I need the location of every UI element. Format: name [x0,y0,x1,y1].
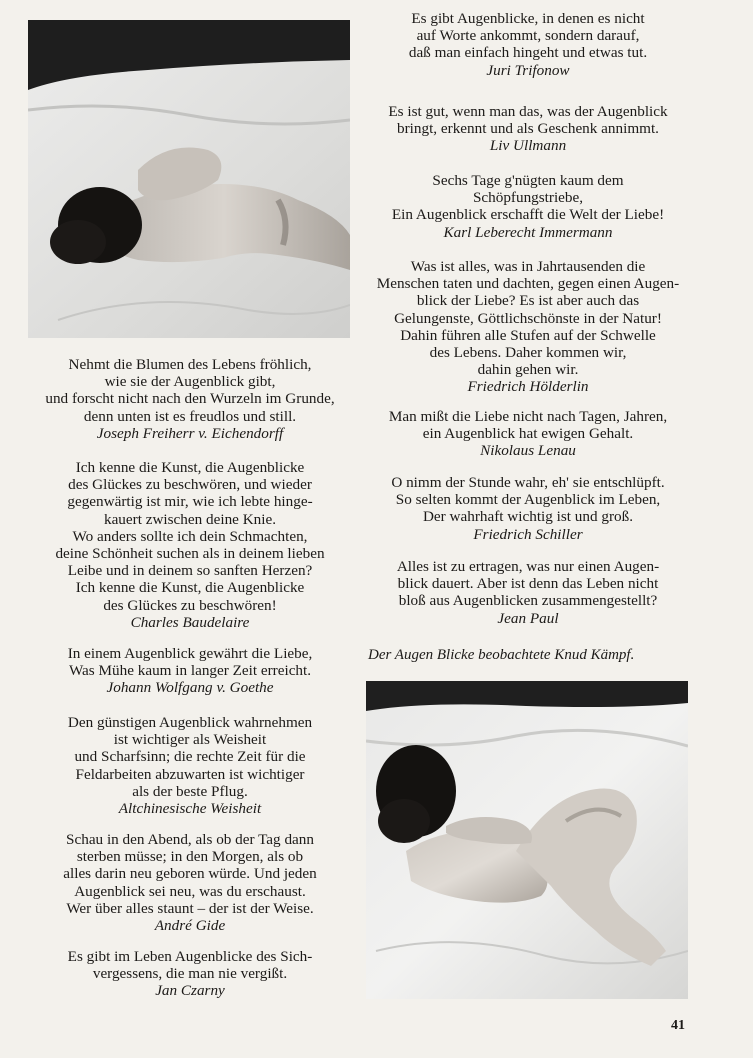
quote-line: bloß aus Augenblicken zusammengestellt? [398,592,658,610]
quote-line: Sechs Tage g'nügten kaum dem [432,172,624,189]
quote-author: Karl Leberecht Immermann [443,223,613,241]
quote-lenau [348,408,708,460]
quote-line: Ich kenne die Kunst, die Augenblicke [75,579,305,597]
quote-line: Was ist alles, was in Jahrtausenden die [410,258,646,275]
quote-line: Ein Augenblick erschafft die Welt der Liebe! [391,206,665,224]
quote-line: Wo anders sollte ich dein Schmachten, [72,527,308,545]
quote-hoelderlin [348,258,708,396]
quote-author: Jan Czarny [155,982,225,1000]
quote-line: Schau in den Abend, als ob der Tag dann [66,831,314,848]
quote-line: Menschen taten und dachten, gegen einen Augen- [376,275,680,293]
quote-trifonow [348,10,708,79]
quote-line: auf Worte ankommt, sondern darauf, [416,27,640,45]
quote-line: dahin gehen wir. [477,361,579,379]
photo-top-left-image [28,20,350,338]
quote-line: des Glückes zu beschwören! [103,596,277,614]
quote-line: Leibe und in deinem so sanften Herzen? [67,562,313,580]
quote-line: O nimm der Stunde wahr, eh' sie entschlüpft. [391,474,665,491]
quote-line: denn unten ist es freudlos und still. [83,407,297,425]
quote-line: blick dauert. Aber ist denn das Leben nicht [397,575,659,593]
quote-line: bringt, erkennt und als Geschenk annimmt. [397,120,659,138]
quote-line: kauert zwischen deine Knie. [103,510,277,528]
quote-line: Den günstigen Augenblick wahrnehmen [67,714,313,731]
quote-line: daß man einfach hingeht und etwas tut. [408,44,648,62]
quote-line: Ich kenne die Kunst, die Augenblicke [75,459,305,476]
quote-line: Es gibt im Leben Augenblicke des Sich- [67,948,313,965]
quote-author: Juri Trifonow [486,61,570,79]
photo-bottom-right-image [366,681,688,999]
quote-line: deine Schönheit suchen als in deinem lieben [55,545,325,563]
quote-line: vergessens, die man nie vergißt. [92,965,288,983]
quote-goethe [20,645,360,697]
quote-line: Alles ist zu ertragen, was nur einen Augen- [396,558,660,575]
quote-line: ein Augenblick hat ewigen Gehalt. [422,425,634,443]
quote-line: Feldarbeiten abzuwarten ist wichtiger [75,765,305,783]
quote-line: Es gibt Augenblicke, in denen es nicht [411,10,645,27]
quote-line: und forscht nicht nach den Wurzeln im Grunde, [45,390,335,408]
quote-eichendorff [20,356,360,442]
quote-line: In einem Augenblick gewährt die Liebe, [67,645,313,662]
quote-line: So selten kommt der Augenblick im Leben, [395,491,661,509]
photo-top-left [28,20,350,338]
quote-line: wie sie der Augenblick gibt, [104,373,276,391]
quote-line: ist wichtiger als Weisheit [113,731,267,749]
quote-gide [20,831,360,934]
quote-author: Nikolaus Lenau [480,442,576,460]
quote-author: Joseph Freiherr v. Eichendorff [96,424,284,442]
quote-line: des Glückes zu beschwören, und wieder [68,476,312,494]
photo-credit: Der Augen Blicke beobachtete Knud Kämpf. [368,647,635,663]
quote-czarny [20,948,360,1000]
quote-author: Charles Baudelaire [130,613,250,631]
quote-author: Altchinesische Weisheit [118,800,262,818]
quote-line: Es ist gut, wenn man das, was der Augenblick [388,103,668,120]
quote-line: Gelungenste, Göttlichschönste in der Natur! [394,309,662,327]
quote-line: Der wahrhaft wichtig ist und groß. [422,508,634,526]
quote-line: Wer über alles staunt – der ist der Weise. [66,899,314,917]
quote-schiller [348,474,708,543]
quote-author: Friedrich Hölderlin [467,378,589,396]
quote-author: Jean Paul [497,609,559,627]
quote-jean-paul [348,558,708,627]
quote-line: Augenblick sei neu, was du erschaust. [74,882,306,900]
quote-immermann [348,172,708,241]
quote-baudelaire [20,459,360,631]
quote-line: des Lebens. Daher kommen wir, [429,344,627,362]
quote-line: alles darin neu geboren würde. Und jeden [63,865,317,883]
quote-line: sterben müsse; in den Morgen, als ob [76,848,304,866]
quote-ullmann [348,103,708,155]
quote-author: Johann Wolfgang v. Goethe [106,679,274,697]
quote-line: und Scharfsinn; die rechte Zeit für die [74,748,306,766]
quote-line: Was Mühe kaum in langer Zeit erreicht. [68,662,312,680]
photo-bottom-right [366,681,688,999]
quote-line: blick der Liebe? Es ist aber auch das [416,292,640,310]
quote-line: Dahin führen alle Stufen auf der Schwelle [400,326,656,344]
page-number: 41 [671,1018,685,1033]
quote-line: gegenwärtig ist mir, wie ich lebte hinge- [67,493,313,511]
quote-altchinesisch [20,714,360,817]
quote-line: Schöpfungstriebe, [472,189,584,207]
quote-line: als der beste Pflug. [132,782,248,800]
quote-line: Man mißt die Liebe nicht nach Tagen, Jahren, [388,408,668,425]
quote-author: Liv Ullmann [489,137,567,155]
quote-author: Friedrich Schiller [473,525,583,543]
quote-line: Nehmt die Blumen des Lebens fröhlich, [68,356,312,373]
quote-author: André Gide [154,917,226,935]
